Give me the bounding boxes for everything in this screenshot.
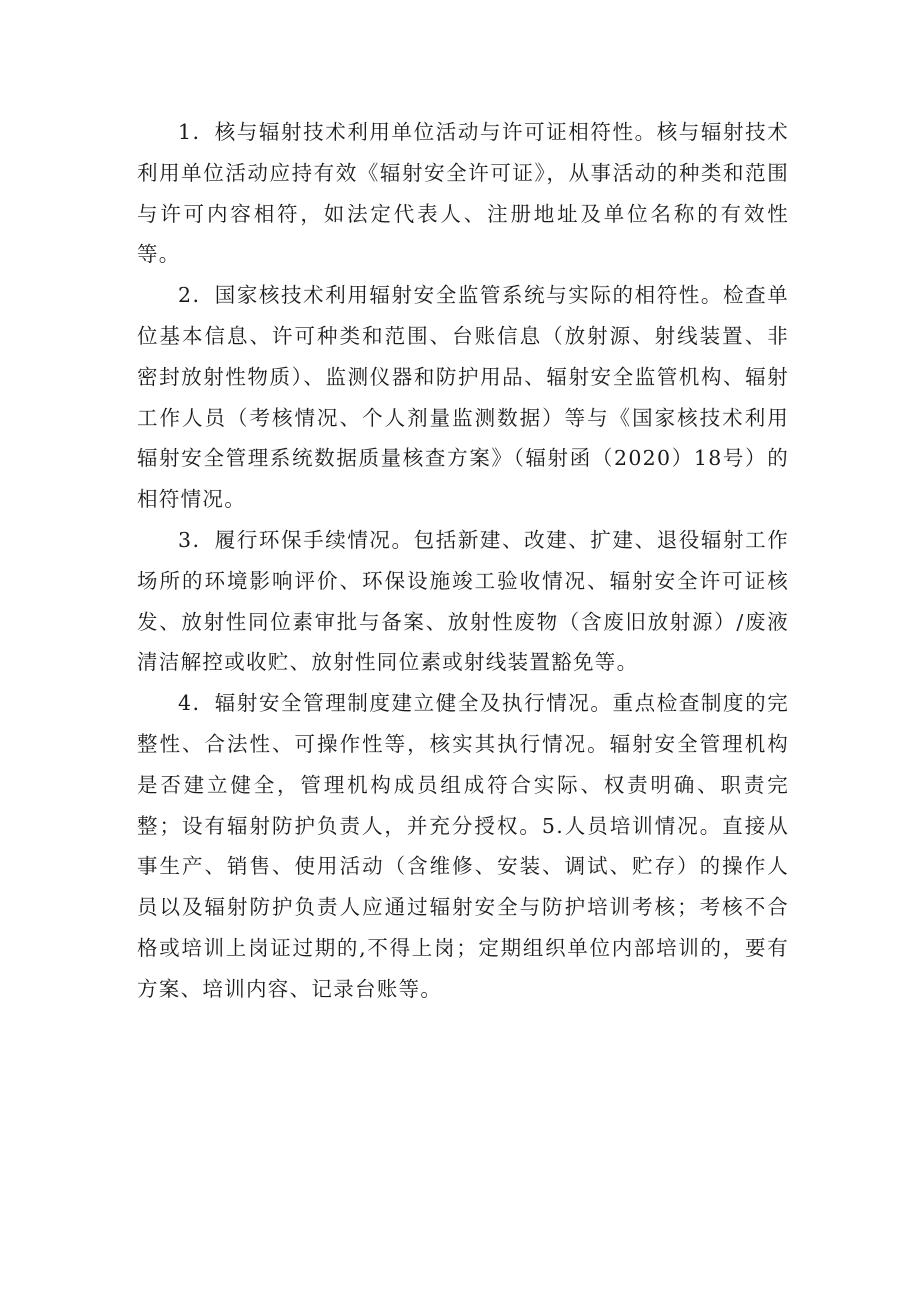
paragraph-1: 1．核与辐射技术利用单位活动与许可证相符性。核与辐射技术利用单位活动应持有效《辐射安全许可证》，从事活动的种类和范围与许可内容相符，如法定代表人、注册地址及单位名称的有效性等。 <box>137 120 789 267</box>
document-body <box>137 112 789 1010</box>
paragraph-2: 2．国家核技术利用辐射安全监管系统与实际的相符性。检查单位基本信息、许可种类和范围、台账信息（放射源、射线装置、非密封放射性物质）、监测仪器和防护用品、辐射安全监管机构、辐射工作人员（考核情况、个人剂量监测数据）等与《国家核技术利用辐射安全管理系统数据质量核查方案》（辐射函（2020）18号）的相符情况。 <box>137 283 789 512</box>
paragraph-3: 3．履行环保手续情况。包括新建、改建、扩建、退役辐射工作场所的环境影响评价、环保设施竣工验收情况、辐射安全许可证核发、放射性同位素审批与备案、放射性废物（含废旧放射源）/废液清洁解控或收贮、放射性同位素或射线装置豁免等。 <box>137 527 789 675</box>
paragraph-4: 4．辐射安全管理制度建立健全及执行情况。重点检查制度的完整性、合法性、可操作性等，核实其执行情况。辐射安全管理机构是否建立健全，管理机构成员组成符合实际、权责明确、职责完整；设有辐射防护负责人，并充分授权。5.人员培训情况。直接从事生产、销售、使用活动（含维修、安装、调试、贮存）的操作人员以及辐射防护负责人应通过辐射安全与防护培训考核；考核不合格或培训上岗证过期的,不得上岗；定期组织单位内部培训的，要有方案、培训内容、记录台账等。 <box>137 691 789 1001</box>
